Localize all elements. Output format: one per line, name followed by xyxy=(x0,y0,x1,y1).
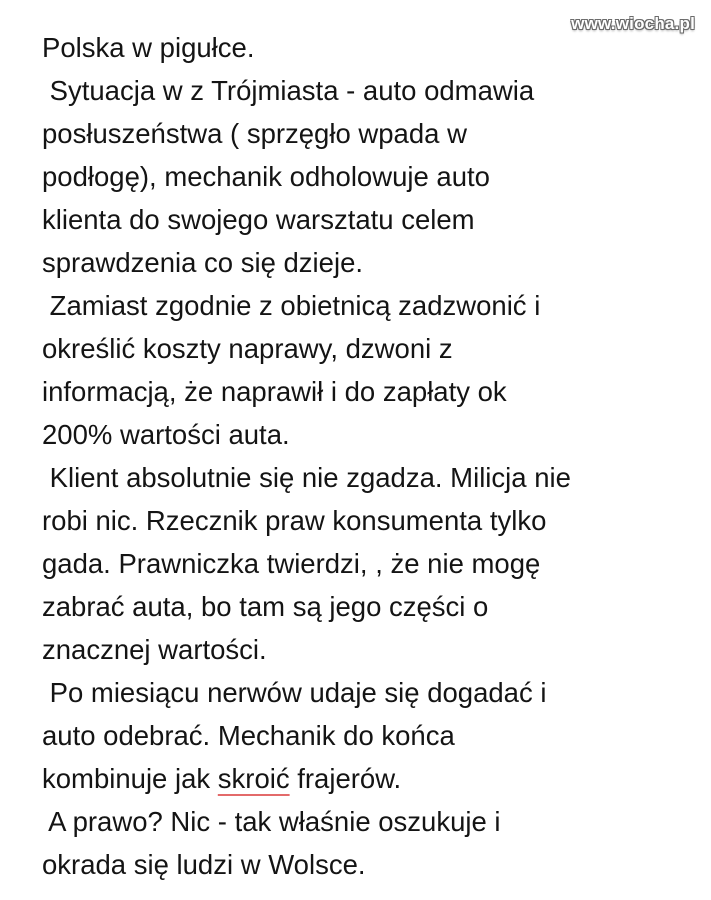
note-line: informacją, że naprawił i do zapłaty ok xyxy=(42,376,507,407)
note-line: posłuszeństwa ( sprzęgło wpada w xyxy=(42,118,467,149)
note-line: gada. Prawniczka twierdzi, , że nie mogę xyxy=(42,548,541,579)
note-line: zabrać auta, bo tam są jego części o xyxy=(42,591,489,622)
note-line xyxy=(42,757,702,800)
note-line: A prawo? Nic - tak właśnie oszukuje i xyxy=(42,806,501,837)
note-line: Po miesiącu nerwów udaje się dogadać i xyxy=(42,677,547,708)
note-line: 200% wartości auta. xyxy=(42,419,290,450)
note-line: znacznej wartości. xyxy=(42,634,267,665)
note-line-end: frajerów. xyxy=(289,763,402,794)
note-line: auto odebrać. Mechanik do końca xyxy=(42,720,455,751)
note-line: podłogę), mechanik odholowuje auto xyxy=(42,161,490,192)
note-line-start: kombinuje jak xyxy=(42,763,218,794)
misspelled-word[interactable]: skroić xyxy=(217,763,290,794)
watermark: www.wiocha.pl xyxy=(571,14,695,33)
note-line: Klient absolutnie się nie zgadza. Milicja nie xyxy=(42,462,571,493)
note-line: określić koszty naprawy, dzwoni z xyxy=(42,333,453,364)
note-line: okrada się ludzi w Wolsce. xyxy=(42,849,366,880)
note-line: klienta do swojego warsztatu celem xyxy=(42,204,475,235)
note-line: Sytuacja w z Trójmiasta - auto odmawia xyxy=(42,75,535,106)
note-line: Polska w pigułce. xyxy=(42,32,255,63)
note-line: robi nic. Rzecznik praw konsumenta tylko xyxy=(42,505,547,536)
note-line: Zamiast zgodnie z obietnicą zadzwonić i xyxy=(42,290,541,321)
note-text xyxy=(42,26,702,886)
note-line: sprawdzenia co się dzieje. xyxy=(42,247,364,278)
